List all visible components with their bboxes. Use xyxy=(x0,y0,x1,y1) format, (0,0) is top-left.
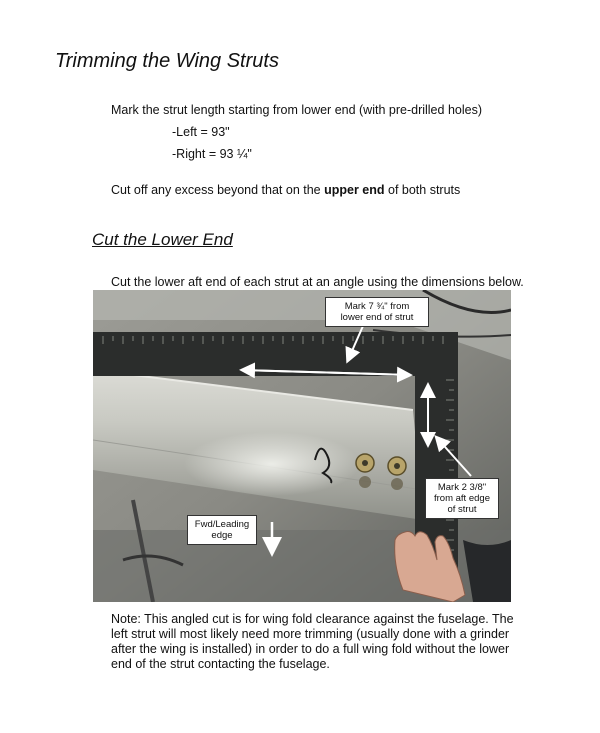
left-length: -Left = 93" xyxy=(172,125,230,139)
callout-fwd-edge-line1: Fwd/Leading xyxy=(194,519,250,530)
callout-fwd-edge-line2: edge xyxy=(211,530,233,541)
cut-instruction xyxy=(111,182,460,198)
right-length: -Right = 93 ¼" xyxy=(172,147,252,161)
callout-mark-edge xyxy=(425,478,499,519)
cut-prefix: Cut off any excess beyond that on the xyxy=(111,183,325,197)
cut-suffix: of both struts xyxy=(384,183,461,197)
callout-mark-length-line1: Mark 7 ¾" from xyxy=(344,301,410,312)
page-title: Trimming the Wing Struts xyxy=(55,50,279,72)
callout-mark-length-line2: lower end of strut xyxy=(340,312,414,323)
strut-photo-image xyxy=(93,290,511,602)
strut-photo xyxy=(93,290,511,602)
callout-mark-length xyxy=(325,297,429,327)
callout-mark-edge-line3: of strut xyxy=(447,504,477,515)
callout-fwd-edge xyxy=(187,515,257,545)
callout-mark-edge-line2: from aft edge xyxy=(434,493,490,504)
callout-mark-edge-line1: Mark 2 3/8" xyxy=(437,482,487,493)
intro-line: Mark the strut length starting from lower end (with pre-drilled holes) xyxy=(111,103,482,117)
note-paragraph: Note: This angled cut is for wing fold clearance against the fuselage. The left strut will most likely need more trimming (usually done with a grinder after the wing is installed) in order to do a full wing fold without the lower end of the strut contacting the fuselage. xyxy=(111,612,514,671)
section-heading: Cut the Lower End xyxy=(92,230,233,249)
section-instruction: Cut the lower aft end of each strut at an angle using the dimensions below. xyxy=(111,275,524,289)
cut-bold: upper end xyxy=(324,183,385,197)
